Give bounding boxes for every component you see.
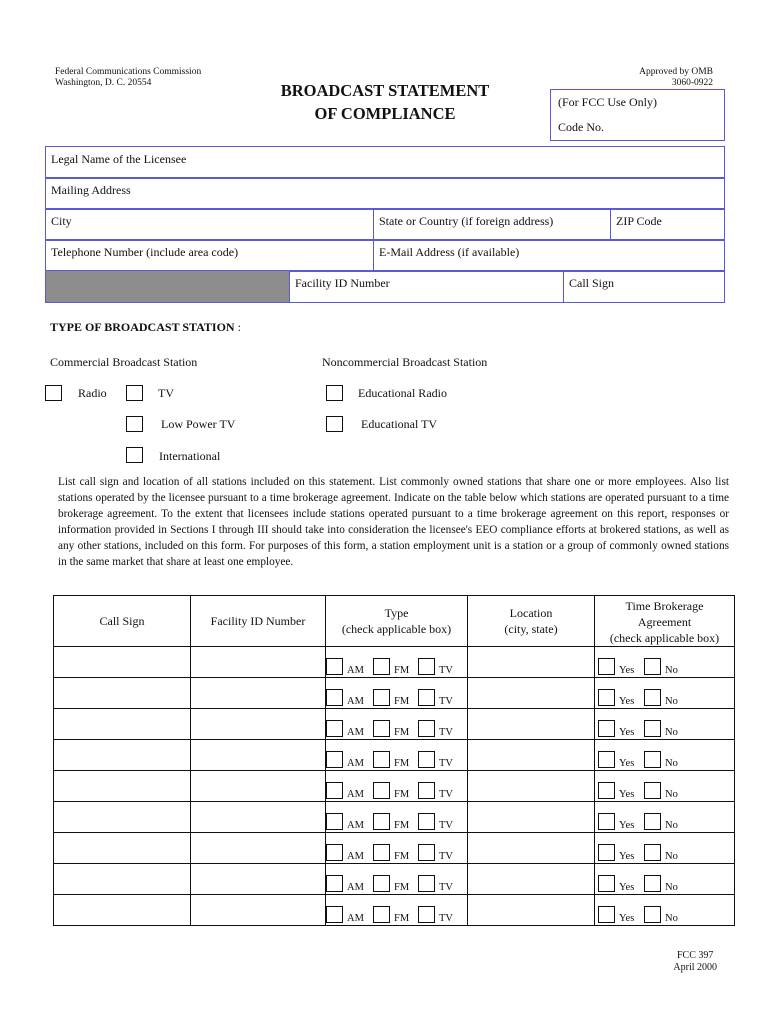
header-type-line1: Type [384,606,409,620]
tba-no-checkbox[interactable] [644,813,661,830]
call-sign-field[interactable] [563,270,725,303]
form-title-line2: OF COMPLIANCE [314,104,456,123]
row-facility-id-cell[interactable] [191,771,326,802]
omb-approval [639,67,713,89]
tv-type-label: TV [439,913,453,924]
radio-checkbox[interactable] [45,385,62,401]
email-label: E-Mail Address (if available) [379,245,520,259]
table-row [54,678,735,709]
row-tba-cell [595,771,735,802]
table-row [54,771,735,802]
tba-no-checkbox[interactable] [644,875,661,892]
row-facility-id-cell[interactable] [191,802,326,833]
fm-checkbox[interactable] [373,782,390,799]
tba-no-checkbox[interactable] [644,844,661,861]
tba-yes-checkbox[interactable] [598,689,615,706]
form-title-line1: BROADCAST STATEMENT [280,81,490,100]
state-label: State or Country (if foreign address) [379,214,554,228]
station-type-heading-text: TYPE OF BROADCAST STATION [50,320,235,334]
table-row [54,833,735,864]
row-type-cell [326,802,468,833]
tv-type-label: TV [439,789,453,800]
fm-checkbox[interactable] [373,875,390,892]
fm-label: FM [394,789,410,800]
code-no-label: Code No. [558,120,604,134]
fm-checkbox[interactable] [373,844,390,861]
commercial-label: Commercial Broadcast Station [50,355,198,369]
tba-no-label: No [665,882,678,893]
fm-label: FM [394,758,410,769]
row-type-cell [326,833,468,864]
station-type-heading [50,320,241,335]
tba-yes-checkbox[interactable] [598,658,615,675]
low-power-tv-label: Low Power TV [161,417,236,431]
fm-checkbox[interactable] [373,658,390,675]
fm-checkbox[interactable] [373,720,390,737]
row-facility-id-cell[interactable] [191,647,326,678]
tba-no-label: No [665,789,678,800]
am-label: AM [347,820,364,831]
table-row [54,864,735,895]
row-call-sign-cell[interactable] [54,771,191,802]
tv-type-label: TV [439,820,453,831]
row-type-cell [326,864,468,895]
form-number: FCC 397 [676,950,714,961]
row-call-sign-cell[interactable] [54,709,191,740]
row-tba-cell [595,740,735,771]
tba-no-label: No [665,727,678,738]
row-call-sign-cell[interactable] [54,833,191,864]
state-field[interactable] [373,208,611,241]
tba-no-checkbox[interactable] [644,906,661,923]
telephone-field[interactable] [45,239,374,272]
row-location-cell[interactable] [468,864,595,895]
header-tba-line1: Time Brokerage [625,599,704,613]
station-type-heading-colon: : [234,320,241,334]
fm-label: FM [394,851,410,862]
row-call-sign-cell[interactable] [54,740,191,771]
tba-yes-checkbox[interactable] [598,813,615,830]
header-location-line1: Location [509,606,553,620]
am-label: AM [347,913,364,924]
row-type-cell [326,771,468,802]
row-call-sign-cell[interactable] [54,678,191,709]
fm-label: FM [394,727,410,738]
row-tba-cell [595,895,735,926]
row-type-cell [326,678,468,709]
fcc-use-label: (For FCC Use Only) [558,95,658,109]
row-call-sign-cell[interactable] [54,895,191,926]
fm-checkbox[interactable] [373,751,390,768]
educational-radio-checkbox[interactable] [326,385,343,401]
header-facility-id [191,596,326,647]
row-tba-cell [595,802,735,833]
fm-label: FM [394,696,410,707]
tba-no-checkbox[interactable] [644,689,661,706]
radio-label: Radio [78,386,107,400]
tv-type-label: TV [439,665,453,676]
row-call-sign-cell[interactable] [54,802,191,833]
tv-type-checkbox[interactable] [418,720,435,737]
tba-yes-checkbox[interactable] [598,906,615,923]
tv-type-checkbox[interactable] [418,658,435,675]
row-facility-id-cell[interactable] [191,678,326,709]
omb-label: Approved by OMB [639,67,713,77]
tv-type-checkbox[interactable] [418,782,435,799]
row-location-cell[interactable] [468,709,595,740]
tba-no-checkbox[interactable] [644,720,661,737]
tv-type-checkbox[interactable] [418,813,435,830]
form-title [255,79,515,125]
row-tba-cell [595,647,735,678]
am-checkbox[interactable] [326,875,343,892]
fm-label: FM [394,882,410,893]
row-location-cell[interactable] [468,802,595,833]
educational-tv-label: Educational TV [361,417,438,431]
legal-name-label: Legal Name of the Licensee [51,152,187,166]
educational-tv-checkbox[interactable] [326,416,343,432]
row-type-cell [326,709,468,740]
tba-yes-label: Yes [619,665,635,676]
am-label: AM [347,696,364,707]
agency-name: Federal Communications Commission [55,67,202,77]
row-facility-id-cell[interactable] [191,833,326,864]
row-tba-cell [595,678,735,709]
table-row [54,740,735,771]
tv-type-checkbox[interactable] [418,906,435,923]
tba-no-label: No [665,913,678,924]
educational-radio-label: Educational Radio [358,386,447,400]
zip-field[interactable] [610,208,725,241]
agency-header [55,67,201,89]
fm-checkbox[interactable] [373,689,390,706]
am-label: AM [347,727,364,738]
tba-no-label: No [665,820,678,831]
row-facility-id-cell[interactable] [191,740,326,771]
form-date: April 2000 [673,962,717,973]
row-tba-cell [595,833,735,864]
shaded-cell [45,270,290,303]
mailing-address-field[interactable] [45,177,725,210]
fm-label: FM [394,913,410,924]
header-call-sign [54,596,191,647]
tba-no-label: No [665,851,678,862]
table-row [54,709,735,740]
table-row [54,895,735,926]
row-location-cell[interactable] [468,740,595,771]
am-label: AM [347,882,364,893]
fm-checkbox[interactable] [373,906,390,923]
tba-yes-checkbox[interactable] [598,782,615,799]
row-location-cell[interactable] [468,678,595,709]
am-label: AM [347,789,364,800]
header-tba-line3: (check applicable box) [609,631,720,645]
email-field[interactable] [373,239,725,272]
international-label: International [159,449,221,463]
am-checkbox[interactable] [326,751,343,768]
stations-table [53,595,735,926]
tba-no-checkbox[interactable] [644,782,661,799]
tba-yes-checkbox[interactable] [598,751,615,768]
row-type-cell [326,895,468,926]
am-checkbox[interactable] [326,689,343,706]
tba-yes-checkbox[interactable] [598,720,615,737]
header-location-line2: (city, state) [504,622,558,636]
table-row [54,802,735,833]
form-footer [673,950,717,974]
low-power-tv-checkbox[interactable] [126,416,143,432]
omb-number: 3060-0922 [671,78,713,88]
am-checkbox[interactable] [326,906,343,923]
row-facility-id-cell[interactable] [191,864,326,895]
header-tba-line2: Agreement [637,615,692,629]
facility-id-label: Facility ID Number [295,276,390,290]
row-tba-cell [595,709,735,740]
stations-table-body [54,647,735,926]
row-location-cell[interactable] [468,771,595,802]
tba-no-label: No [665,758,678,769]
tba-yes-label: Yes [619,696,635,707]
row-location-cell[interactable] [468,647,595,678]
tba-no-checkbox[interactable] [644,751,661,768]
tv-checkbox[interactable] [126,385,143,401]
tba-yes-label: Yes [619,882,635,893]
header-location [468,596,595,647]
row-tba-cell [595,864,735,895]
tba-yes-checkbox[interactable] [598,875,615,892]
city-label: City [51,214,72,228]
tv-type-label: TV [439,758,453,769]
instructions-paragraph: List call sign and location of all stations included on this statement. List commonly owned stations that share one or more employees. Also list stations operated by the licensee pursuant to a time brokerage agreement. Indicate on the table below which stations are operated pursuant to a time brokerage agreement. To the extent that licensees include stations operated pursuant to a time brokerage agreement on this report, responses or information provided in Sections I through III should take into consideration the licensee's EEO compliance efforts at brokered stations, as well as any other stations, included on this form. For purposes of this form, a station employment unit is a station or a group of commonly owned stations in the same market that share at least one employee. [58,476,729,568]
am-label: AM [347,665,364,676]
am-checkbox[interactable] [326,813,343,830]
legal-name-field[interactable] [45,146,725,179]
tba-no-label: No [665,665,678,676]
header-type [326,596,468,647]
facility-id-field[interactable] [289,270,564,303]
tba-no-checkbox[interactable] [644,658,661,675]
international-checkbox[interactable] [126,447,143,463]
header-type-line2: (check applicable box) [341,622,452,636]
am-label: AM [347,758,364,769]
agency-address: Washington, D. C. 20554 [55,78,152,88]
am-checkbox[interactable] [326,720,343,737]
row-type-cell [326,740,468,771]
call-sign-label: Call Sign [569,276,615,290]
zip-label: ZIP Code [616,214,662,228]
tv-type-label: TV [439,882,453,893]
tba-yes-label: Yes [619,851,635,862]
tba-yes-label: Yes [619,727,635,738]
fcc-use-box[interactable] [550,89,725,141]
header-time-brokerage [595,596,735,647]
tv-type-checkbox[interactable] [418,875,435,892]
row-type-cell [326,647,468,678]
row-location-cell[interactable] [468,833,595,864]
tv-type-checkbox[interactable] [418,751,435,768]
tba-yes-label: Yes [619,820,635,831]
fm-label: FM [394,820,410,831]
header-facility-id-text: Facility ID Number [210,614,306,628]
tv-label: TV [158,386,174,400]
tv-type-label: TV [439,727,453,738]
am-checkbox[interactable] [326,782,343,799]
am-checkbox[interactable] [326,658,343,675]
am-checkbox[interactable] [326,844,343,861]
tv-type-label: TV [439,851,453,862]
tv-type-checkbox[interactable] [418,844,435,861]
fm-label: FM [394,665,410,676]
tba-yes-label: Yes [619,758,635,769]
row-location-cell[interactable] [468,895,595,926]
header-call-sign-text: Call Sign [99,614,145,628]
tba-yes-label: Yes [619,789,635,800]
fm-checkbox[interactable] [373,813,390,830]
tba-yes-checkbox[interactable] [598,844,615,861]
noncommercial-label: Noncommercial Broadcast Station [322,355,488,369]
row-call-sign-cell[interactable] [54,864,191,895]
tba-yes-label: Yes [619,913,635,924]
tv-type-checkbox[interactable] [418,689,435,706]
city-field[interactable] [45,208,374,241]
telephone-label: Telephone Number (include area code) [51,245,239,259]
mailing-address-label: Mailing Address [51,183,131,197]
row-facility-id-cell[interactable] [191,895,326,926]
row-call-sign-cell[interactable] [54,647,191,678]
am-label: AM [347,851,364,862]
table-row [54,647,735,678]
tba-no-label: No [665,696,678,707]
row-facility-id-cell[interactable] [191,709,326,740]
tv-type-label: TV [439,696,453,707]
